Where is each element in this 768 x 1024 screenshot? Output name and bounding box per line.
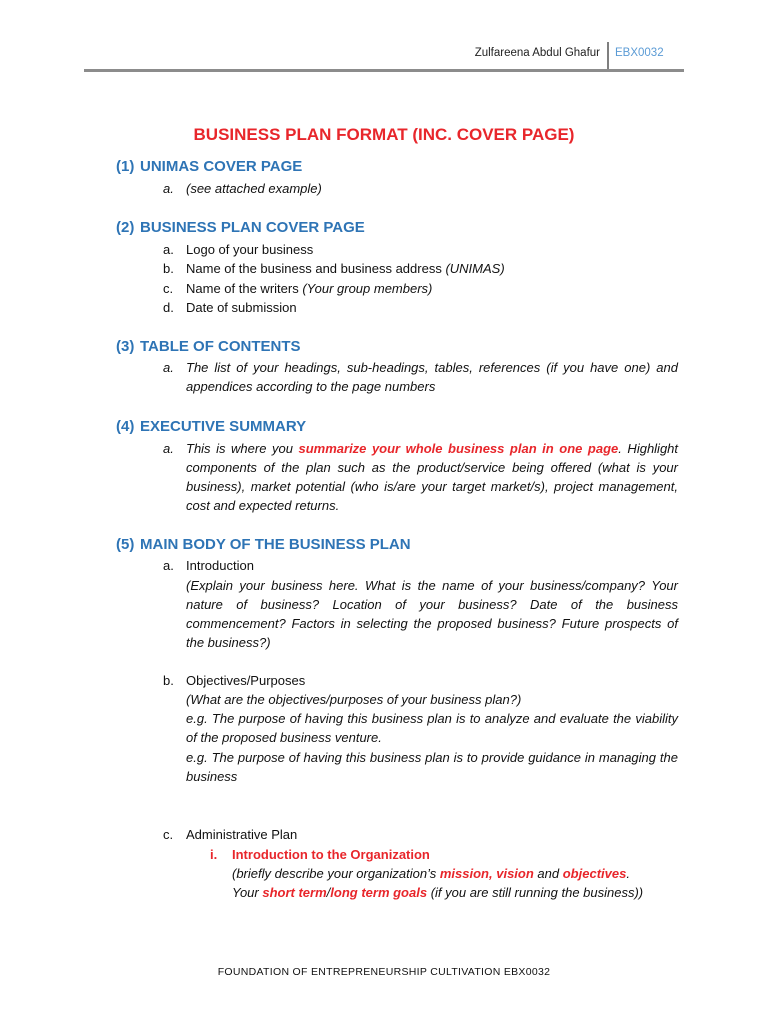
paragraph: e.g. The purpose of having this business plan is to analyze and evaluate the viability of the proposed business venture. <box>186 711 678 745</box>
header-rule <box>84 69 684 72</box>
section-1-heading <box>116 158 302 175</box>
section-number: (4) <box>116 418 135 435</box>
section-number: (3) <box>116 338 135 355</box>
paragraph: Your short term/long term goals (if you are still running the business)) <box>232 885 644 900</box>
header-author: Zulfareena Abdul Ghafur <box>474 47 600 59</box>
page-footer: FOUNDATION OF ENTREPRENEURSHIP CULTIVATION EBX0032 <box>217 966 551 978</box>
paragraph: (briefly describe your organization’s mission, vision and objectives. <box>232 866 630 881</box>
document-page: Zulfareena Abdul Ghafur EBX0032 BUSINESS PLAN FORMAT (INC. COVER PAGE) (1) UNIMAS COVER PAGE a. (see attached example) (2) BUSINESS PLAN COVER PAGE a. Logo of your business b. Name of the business and business address (UNIMAS) c. Name of the writers (Your group members) d. Date of submission (3) TABLE OF CONTENTS a. The list of your headings, sub-headings, tables, references (if you have one) and appendices according to the page numbers (4) EXECUTIVE SUMMARY a. This is where you summarize your whole business plan in one page. Highlight components of the plan such as the product/service being offered (what is your business), market potential (who is/are your target market/s), project management, cost and expected returns. (5) MAIN BODY OF THE BUSINESS PLAN a. Introduction (Explain your business here. What is the name of your business/company? Your nature of business? Location of your business? Date of the business commencement? Factors in selecting the proposed business? Future prospects of the business?) b. Objectives/Purposes (What are the objectives/purposes of your business plan?) e.g. The purpose of having this business plan is to analyze and evaluate the viability of the proposed business venture. e.g. The purpose of having this business plan is to provide guidance in managing the business c. Administrative Plan i. Introduction to the Organization (briefly describe your organization’s mission, vision and objectives. Your short term/long term goals (if you are still running the business)) FOUNDATION OF ENTREPRENEURSHIP CULTIVATION EBX0032 <box>0 0 768 1024</box>
section-title: TABLE OF CONTENTS <box>140 338 301 355</box>
section-number: (2) <box>116 219 135 236</box>
header-divider <box>607 42 609 72</box>
section-3-heading <box>116 338 301 355</box>
sub-list-item: i. Introduction to the Organization <box>210 847 430 862</box>
paragraph: e.g. The purpose of having this business plan is to provide guidance in managing the business <box>186 750 678 784</box>
section-title: MAIN BODY OF THE BUSINESS PLAN <box>140 536 411 553</box>
section-2-heading <box>116 219 365 236</box>
paragraph: (What are the objectives/purposes of your business plan?) <box>186 692 522 707</box>
section-title: BUSINESS PLAN COVER PAGE <box>140 219 365 236</box>
section-title: UNIMAS COVER PAGE <box>140 158 303 175</box>
section-number: (1) <box>116 158 135 175</box>
section-5-heading <box>116 536 411 553</box>
section-title: EXECUTIVE SUMMARY <box>140 418 307 435</box>
section-number: (5) <box>116 536 135 553</box>
paragraph: (Explain your business here. What is the name of your business/company? Your nature of business? Location of your business? Date of the business commencement? Factors in selecting the proposed business? Future prospects of the business?) <box>186 578 678 650</box>
header-code: EBX0032 <box>615 47 664 59</box>
page-title: BUSINESS PLAN FORMAT (INC. COVER PAGE) <box>193 125 575 144</box>
section-4-heading <box>116 418 306 435</box>
